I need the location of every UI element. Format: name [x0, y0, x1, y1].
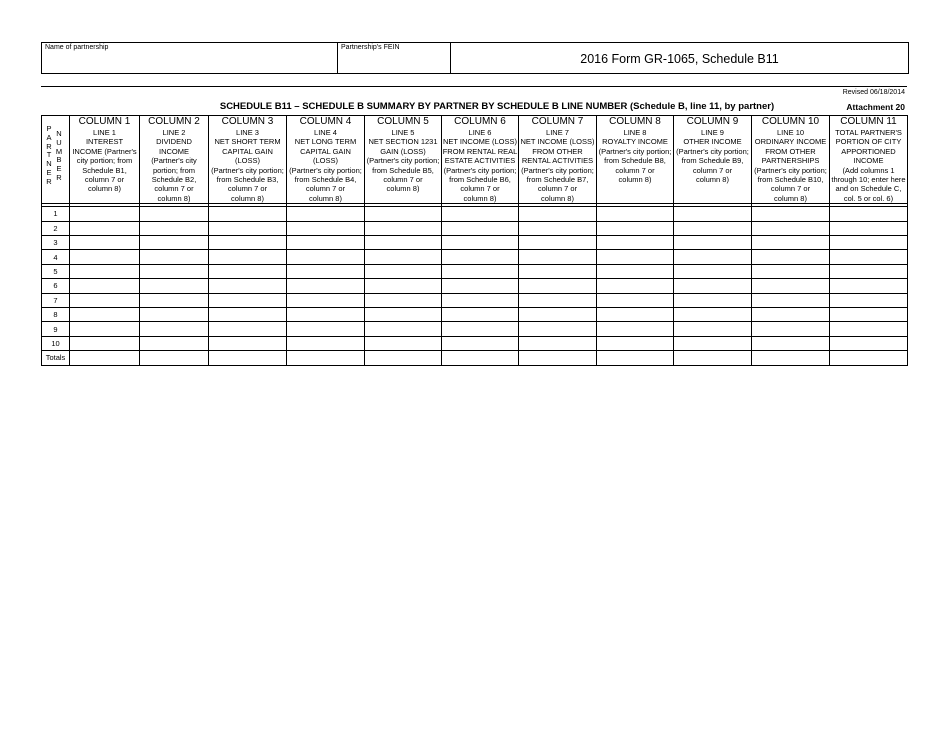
column-header-3	[209, 116, 287, 204]
table-row	[42, 293, 908, 307]
number-letters	[55, 130, 63, 183]
entry-cell-column-5[interactable]	[365, 250, 442, 264]
entry-cell-column-7[interactable]	[519, 293, 597, 307]
column-description-line: FROM OTHER	[765, 146, 816, 156]
entry-cell-column-2[interactable]	[140, 307, 209, 321]
column-description-line: column 8)	[157, 193, 191, 203]
column-description-line: TOTAL PARTNER'S	[835, 128, 902, 137]
entry-cell-column-1[interactable]	[70, 307, 140, 321]
partner-number-header	[42, 116, 70, 204]
column-description-line: (LOSS)	[234, 156, 260, 166]
entry-cell-column-10[interactable]	[752, 336, 830, 350]
column-description-line: column 8)	[774, 193, 807, 203]
entry-cell-column-6[interactable]	[442, 279, 519, 293]
partner-number-letter: P	[46, 124, 52, 133]
partner-number-letter: E	[46, 167, 52, 177]
column-description-line: LINE 9	[701, 128, 724, 137]
entry-cell-column-1[interactable]	[70, 279, 140, 293]
partner-number-letter: R	[46, 176, 52, 186]
column-description-line: LINE 6	[468, 128, 492, 137]
partner-number-letter: N	[46, 159, 52, 169]
column-title: COLUMN 9	[686, 116, 739, 127]
entry-cell-column-3[interactable]	[209, 336, 287, 350]
column-description-line: from Schedule B7,	[526, 175, 589, 185]
entry-cell-column-9[interactable]	[674, 351, 752, 365]
entry-cell-column-6[interactable]	[442, 207, 519, 221]
table-row	[42, 250, 908, 264]
schedule-table	[41, 115, 908, 366]
column-description-line: column 7 or	[84, 175, 125, 185]
entry-cell-column-11[interactable]	[830, 236, 908, 250]
column-description-line: column 7 or	[154, 184, 194, 194]
table-row	[42, 307, 908, 321]
entry-cell-column-3[interactable]	[209, 351, 287, 365]
column-title: COLUMN 4	[299, 116, 352, 127]
entry-cell-column-4[interactable]	[287, 322, 365, 336]
entry-cell-column-10[interactable]	[752, 307, 830, 321]
entry-cell-column-11[interactable]	[830, 207, 908, 221]
entry-cell-column-11[interactable]	[830, 336, 908, 350]
column-description-line: (Partner's city	[151, 156, 197, 166]
entry-cell-column-10[interactable]	[752, 351, 830, 365]
schedule-section	[41, 86, 907, 363]
column-description-line: DIVIDEND	[156, 137, 192, 147]
column-description-line: (LOSS)	[312, 156, 338, 166]
column-description-line: PORTION OF CITY	[835, 137, 902, 147]
entry-cell-column-8[interactable]	[597, 279, 674, 293]
entry-cell-column-10[interactable]	[752, 322, 830, 336]
revised-date: Revised 06/18/2014	[842, 89, 905, 96]
entry-cell-column-8[interactable]	[597, 307, 674, 321]
column-description-line: through 10; enter here	[831, 175, 906, 185]
entry-cell-column-10[interactable]	[752, 279, 830, 293]
row-number: 4	[42, 250, 70, 264]
column-header-1	[70, 116, 140, 204]
entry-cell-column-1[interactable]	[70, 221, 140, 235]
entry-cell-column-7[interactable]	[519, 264, 597, 278]
entry-cell-column-10[interactable]	[752, 207, 830, 221]
column-header-row	[42, 116, 908, 204]
column-header-8	[597, 116, 674, 204]
partner-number-letter: T	[46, 150, 52, 160]
entry-cell-column-11[interactable]	[830, 279, 908, 293]
entry-cell-column-7[interactable]	[519, 221, 597, 235]
column-description-line: FROM OTHER	[532, 146, 583, 156]
column-description-line: from Schedule B8,	[604, 156, 666, 166]
entry-cell-column-11[interactable]	[830, 264, 908, 278]
column-description-line: column 8)	[618, 175, 652, 185]
column-header-5	[365, 116, 442, 204]
entry-cell-column-4[interactable]	[287, 336, 365, 350]
row-number: 2	[42, 221, 70, 235]
column-description-line: from Schedule B9,	[681, 156, 744, 166]
partner-number-letter: N	[56, 129, 62, 138]
entry-cell-column-10[interactable]	[752, 264, 830, 278]
entry-cell-column-5[interactable]	[365, 221, 442, 235]
partner-letters	[45, 125, 53, 187]
column-description-line: column 8)	[309, 193, 342, 203]
column-description-line: NET SHORT TERM	[214, 137, 281, 147]
entry-cell-column-7[interactable]	[519, 250, 597, 264]
entry-cell-column-1[interactable]	[70, 351, 140, 365]
table-row	[42, 336, 908, 350]
column-description-line: city portion; from	[76, 156, 133, 166]
table-row	[42, 236, 908, 250]
entry-cell-column-4[interactable]	[287, 207, 365, 221]
column-description-line: LINE 8	[623, 128, 647, 137]
schedule-title: SCHEDULE B11 – SCHEDULE B SUMMARY BY PARTNER BY SCHEDULE B LINE NUMBER (Schedule B, line 11, by partner)	[219, 101, 775, 112]
entry-cell-column-9[interactable]	[674, 307, 752, 321]
column-description-line: column 7 or	[615, 165, 655, 175]
column-description-line: and on Schedule C,	[835, 184, 902, 194]
entry-cell-column-7[interactable]	[519, 307, 597, 321]
entry-cell-column-2[interactable]	[140, 264, 209, 278]
entry-cell-column-7[interactable]	[519, 279, 597, 293]
entry-cell-column-11[interactable]	[830, 221, 908, 235]
column-description-line: from Schedule B6,	[449, 175, 511, 185]
entry-cell-column-8[interactable]	[597, 293, 674, 307]
entry-cell-column-10[interactable]	[752, 293, 830, 307]
entry-cell-column-4[interactable]	[287, 250, 365, 264]
column-description-line: OTHER INCOME	[683, 137, 742, 147]
column-description-line: NET INCOME (LOSS)	[520, 137, 595, 147]
column-title: COLUMN 7	[531, 116, 584, 127]
column-description-line: column 8)	[463, 193, 497, 203]
table-row	[42, 322, 908, 336]
column-description-line: LINE 5	[391, 128, 415, 137]
entry-cell-column-5[interactable]	[365, 236, 442, 250]
column-description-line: Schedule B1,	[82, 165, 127, 175]
column-description-line: NET INCOME (LOSS)	[442, 137, 518, 147]
column-description-line: NET LONG TERM	[294, 137, 357, 147]
column-title: COLUMN 3	[221, 116, 274, 127]
column-title: COLUMN 1	[78, 116, 131, 127]
column-title: COLUMN 10	[761, 116, 820, 127]
entry-cell-column-1[interactable]	[70, 207, 140, 221]
entry-cell-column-9[interactable]	[674, 293, 752, 307]
column-header-4	[287, 116, 365, 204]
column-description-line: (Partner's city portion;	[443, 165, 517, 175]
entry-cell-column-4[interactable]	[287, 293, 365, 307]
entry-cell-column-5[interactable]	[365, 264, 442, 278]
entry-cell-column-3[interactable]	[209, 264, 287, 278]
entry-cell-column-6[interactable]	[442, 293, 519, 307]
column-description-line: column 7 or	[383, 175, 423, 185]
column-header-9	[674, 116, 752, 204]
partnership-name-field[interactable]	[42, 43, 338, 73]
entry-cell-column-5[interactable]	[365, 279, 442, 293]
table-row	[42, 264, 908, 278]
entry-cell-column-8[interactable]	[597, 250, 674, 264]
entry-cell-column-6[interactable]	[442, 336, 519, 350]
form-title-cell	[451, 43, 908, 73]
partner-number-letter: B	[56, 155, 62, 165]
column-description-line: INCOME	[853, 156, 884, 166]
partnership-fein-field[interactable]	[338, 43, 451, 73]
entry-cell-column-5[interactable]	[365, 207, 442, 221]
entry-cell-column-1[interactable]	[70, 236, 140, 250]
entry-cell-column-8[interactable]	[597, 207, 674, 221]
entry-cell-column-11[interactable]	[830, 293, 908, 307]
entry-cell-column-8[interactable]	[597, 336, 674, 350]
column-description-line: column 7 or	[460, 184, 500, 194]
partner-number-letter: U	[56, 137, 62, 147]
column-description-line: LINE 7	[546, 128, 569, 137]
column-description-line: portion; from	[152, 165, 196, 175]
column-title: COLUMN 2	[148, 116, 200, 127]
column-description-line: GAIN (LOSS)	[380, 146, 426, 156]
entry-cell-column-7[interactable]	[519, 322, 597, 336]
column-description-line: column 7 or	[227, 184, 268, 194]
entry-cell-column-9[interactable]	[674, 250, 752, 264]
partner-number-letter: R	[46, 141, 52, 151]
entry-cell-column-3[interactable]	[209, 221, 287, 235]
table-row	[42, 279, 908, 293]
column-description-line: (Partner's city portion;	[754, 165, 827, 175]
column-description-line: col. 5 or col. 6)	[843, 193, 894, 203]
entry-cell-column-11[interactable]	[830, 250, 908, 264]
column-description-line: CAPITAL GAIN	[222, 146, 273, 156]
entry-cell-column-3[interactable]	[209, 207, 287, 221]
column-description-line: (Partner's city portion;	[598, 146, 672, 156]
row-number: 6	[42, 279, 70, 293]
entry-cell-column-10[interactable]	[752, 236, 830, 250]
row-number: 3	[42, 236, 70, 250]
entry-cell-column-9[interactable]	[674, 221, 752, 235]
entry-cell-column-2[interactable]	[140, 279, 209, 293]
entry-cell-column-2[interactable]	[140, 293, 209, 307]
entry-cell-column-9[interactable]	[674, 264, 752, 278]
table-row	[42, 207, 908, 221]
column-description-line: column 8)	[696, 175, 729, 185]
column-description-line: LINE 4	[314, 128, 337, 137]
entry-cell-column-2[interactable]	[140, 221, 209, 235]
entry-cell-column-7[interactable]	[519, 207, 597, 221]
column-description-line: from Schedule B3,	[216, 175, 279, 185]
partnership-name-label: Name of partnership	[45, 44, 109, 51]
entry-cell-column-4[interactable]	[287, 307, 365, 321]
entry-cell-column-1[interactable]	[70, 336, 140, 350]
column-description-line: (Partner's city portion;	[366, 156, 440, 166]
column-description-line: FROM RENTAL REAL	[442, 146, 518, 156]
column-header-7	[519, 116, 597, 204]
entry-cell-column-3[interactable]	[209, 279, 287, 293]
entry-cell-column-9[interactable]	[674, 279, 752, 293]
row-number: 8	[42, 307, 70, 321]
entry-cell-column-5[interactable]	[365, 307, 442, 321]
entry-cell-column-1[interactable]	[70, 250, 140, 264]
entry-cell-column-8[interactable]	[597, 264, 674, 278]
entry-cell-column-4[interactable]	[287, 236, 365, 250]
column-description-line: LINE 3	[236, 128, 259, 137]
column-title: COLUMN 8	[609, 116, 661, 127]
column-description-line: RENTAL ACTIVITIES	[521, 156, 594, 166]
entry-cell-column-6[interactable]	[442, 236, 519, 250]
column-description-line: NET SECTION 1231	[368, 137, 438, 147]
column-title: COLUMN 11	[840, 116, 897, 127]
column-header-2	[140, 116, 209, 204]
column-description-line: (Partner's city portion;	[289, 165, 362, 175]
entry-cell-column-2[interactable]	[140, 207, 209, 221]
form-header	[41, 42, 909, 74]
column-description-line: from Schedule B10,	[757, 175, 824, 185]
column-description-line: ROYALTY INCOME	[602, 137, 668, 147]
row-number: 9	[42, 322, 70, 336]
entry-cell-column-5[interactable]	[365, 336, 442, 350]
table-row	[42, 221, 908, 235]
entry-cell-column-2[interactable]	[140, 236, 209, 250]
form-title: 2016 Form GR-1065, Schedule B11	[580, 52, 779, 66]
entry-cell-column-8[interactable]	[597, 351, 674, 365]
entry-cell-column-9[interactable]	[674, 236, 752, 250]
column-description-line: INCOME (Partner's	[72, 146, 137, 156]
column-description-line: LINE 2	[162, 128, 186, 137]
entry-cell-column-4[interactable]	[287, 279, 365, 293]
column-title: COLUMN 6	[454, 116, 506, 127]
row-number: 10	[42, 336, 70, 350]
entry-cell-column-4[interactable]	[287, 264, 365, 278]
entry-cell-column-1[interactable]	[70, 264, 140, 278]
entry-cell-column-10[interactable]	[752, 221, 830, 235]
entry-cell-column-2[interactable]	[140, 322, 209, 336]
entry-cell-column-6[interactable]	[442, 307, 519, 321]
partner-number-letter: M	[55, 146, 63, 156]
entry-cell-column-3[interactable]	[209, 250, 287, 264]
entry-cell-column-6[interactable]	[442, 221, 519, 235]
column-description-line: ORDINARY INCOME	[754, 137, 827, 147]
column-description-line: INCOME	[159, 146, 189, 156]
entry-cell-column-6[interactable]	[442, 322, 519, 336]
column-description-line: column 8)	[386, 184, 420, 194]
column-description-line: (Add columns 1	[842, 165, 895, 175]
entry-cell-column-1[interactable]	[70, 293, 140, 307]
entry-cell-column-3[interactable]	[209, 236, 287, 250]
partner-number-letter: E	[56, 164, 62, 174]
column-header-10	[752, 116, 830, 204]
entry-cell-column-9[interactable]	[674, 207, 752, 221]
column-description-line: LINE 10	[776, 128, 805, 137]
column-title: COLUMN 5	[377, 116, 429, 127]
column-description-line: (Partner's city portion;	[211, 165, 284, 175]
entry-cell-column-6[interactable]	[442, 250, 519, 264]
totals-row	[42, 351, 908, 365]
row-number: 1	[42, 207, 70, 221]
column-description-line: ESTATE ACTIVITIES	[444, 156, 516, 166]
column-description-line: from Schedule B4,	[294, 175, 357, 185]
column-header-6	[442, 116, 519, 204]
entry-cell-column-8[interactable]	[597, 322, 674, 336]
column-description-line: INTEREST	[85, 137, 124, 147]
entry-cell-column-4[interactable]	[287, 351, 365, 365]
entry-cell-column-8[interactable]	[597, 221, 674, 235]
column-description-line: column 7 or	[770, 184, 811, 194]
entry-cell-column-11[interactable]	[830, 307, 908, 321]
entry-cell-column-7[interactable]	[519, 351, 597, 365]
entry-cell-column-3[interactable]	[209, 307, 287, 321]
entry-cell-column-5[interactable]	[365, 293, 442, 307]
entry-cell-column-7[interactable]	[519, 236, 597, 250]
entry-cell-column-5[interactable]	[365, 322, 442, 336]
entry-cell-column-9[interactable]	[674, 336, 752, 350]
attachment-label: Attachment 20	[846, 102, 905, 112]
entry-cell-column-3[interactable]	[209, 293, 287, 307]
column-description-line: APPORTIONED	[841, 146, 896, 156]
column-description-line: CAPITAL GAIN	[300, 146, 351, 156]
entry-cell-column-6[interactable]	[442, 264, 519, 278]
column-description-line: LINE 1	[93, 128, 116, 137]
column-description-line: (Partner's city portion;	[521, 165, 594, 175]
entry-cell-column-10[interactable]	[752, 250, 830, 264]
entry-cell-column-2[interactable]	[140, 250, 209, 264]
entry-cell-column-11[interactable]	[830, 351, 908, 365]
column-description-line: column 7 or	[692, 165, 733, 175]
column-description-line: Schedule B2,	[151, 175, 197, 185]
entry-cell-column-6[interactable]	[442, 351, 519, 365]
column-header-11	[830, 116, 908, 204]
column-description-line: column 8)	[88, 184, 121, 194]
entry-cell-column-5[interactable]	[365, 351, 442, 365]
entry-cell-column-11[interactable]	[830, 322, 908, 336]
entry-cell-column-1[interactable]	[70, 322, 140, 336]
entry-cell-column-2[interactable]	[140, 351, 209, 365]
entry-cell-column-4[interactable]	[287, 221, 365, 235]
schedule-body	[42, 204, 908, 365]
column-description-line: (Partner's city portion;	[676, 146, 749, 156]
entry-cell-column-9[interactable]	[674, 322, 752, 336]
entry-cell-column-3[interactable]	[209, 322, 287, 336]
column-description-line: column 8)	[541, 193, 574, 203]
column-description-line: column 7 or	[305, 184, 346, 194]
entry-cell-column-2[interactable]	[140, 336, 209, 350]
column-description-line: column 7 or	[537, 184, 578, 194]
totals-label: Totals	[42, 351, 70, 365]
column-description-line: from Schedule B5,	[372, 165, 434, 175]
row-number: 7	[42, 293, 70, 307]
partner-number-letter: R	[56, 172, 62, 182]
entry-cell-column-7[interactable]	[519, 336, 597, 350]
column-description-line: PARTNERSHIPS	[761, 156, 820, 166]
entry-cell-column-8[interactable]	[597, 236, 674, 250]
row-number: 5	[42, 264, 70, 278]
partnership-fein-label: Partnership's FEIN	[341, 44, 400, 51]
column-description-line: column 8)	[231, 193, 264, 203]
partner-number-letter: A	[46, 132, 52, 142]
